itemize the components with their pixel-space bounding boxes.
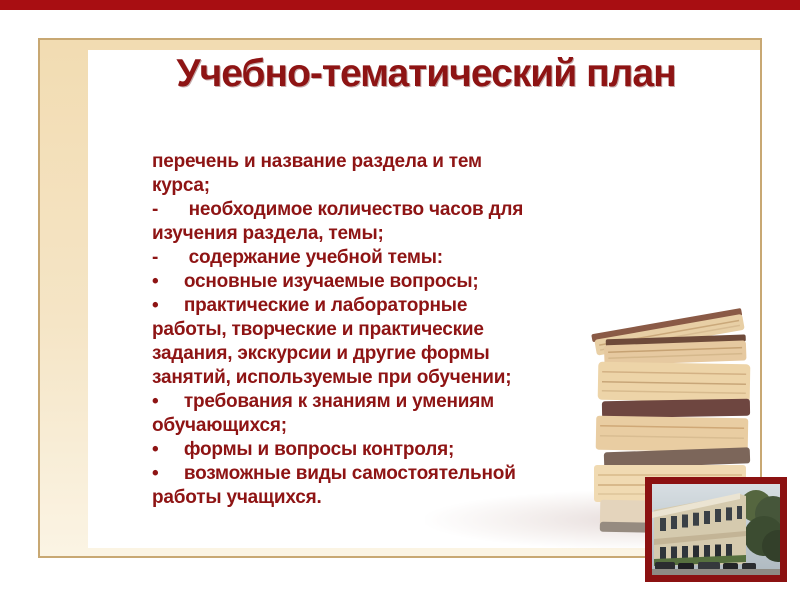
body-line: • практические и лабораторные bbox=[152, 295, 468, 316]
body-line: обучающихся; bbox=[152, 415, 287, 436]
body-line: работы учащихся. bbox=[152, 487, 322, 508]
body-line: занятий, используемые при обучении; bbox=[152, 367, 512, 388]
body-line: задания, экскурсии и другие формы bbox=[152, 343, 490, 364]
body-line: • формы и вопросы контроля; bbox=[152, 439, 455, 460]
body-line: перечень и название раздела и тем bbox=[152, 151, 482, 172]
body-line: - необходимое количество часов для bbox=[152, 199, 524, 220]
school-building-image bbox=[652, 484, 780, 575]
body-line: • основные изучаемые вопросы; bbox=[152, 271, 479, 292]
body-line: изучения раздела, темы; bbox=[152, 223, 384, 244]
body-line: работы, творческие и практические bbox=[152, 319, 484, 340]
body-line: • требования к знаниям и умениям bbox=[152, 391, 494, 412]
top-accent-bar bbox=[0, 0, 800, 10]
body-line: • возможные виды самостоятельной bbox=[152, 463, 516, 484]
body-line: курса; bbox=[152, 175, 210, 196]
slide-title: Учебно-тематический план bbox=[176, 52, 676, 95]
building-photo-frame bbox=[645, 477, 787, 582]
body-text-block bbox=[152, 150, 602, 510]
body-line: - содержание учебной темы: bbox=[152, 247, 443, 268]
